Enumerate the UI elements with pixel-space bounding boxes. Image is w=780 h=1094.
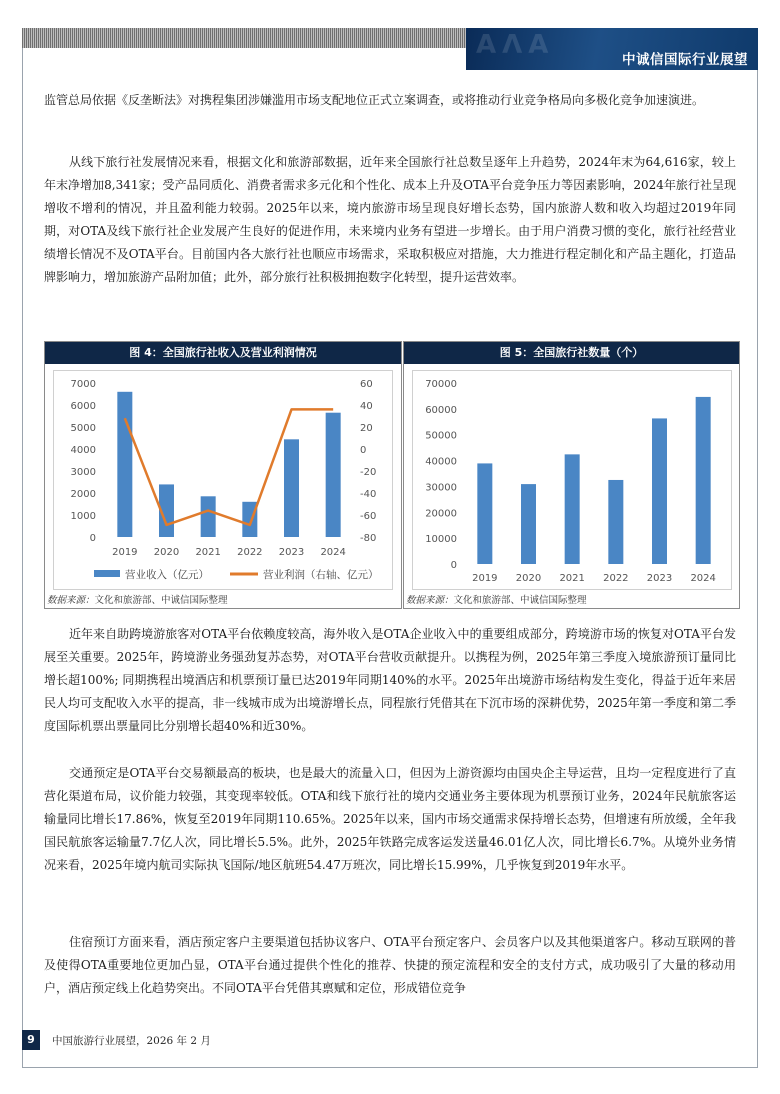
y-right-tick-label: -20	[360, 467, 377, 478]
figure-4-panel	[44, 341, 402, 609]
x-tick-label: 2021	[195, 547, 221, 558]
figure-5-source-text: 文化和旅游部、中诚信国际整理	[453, 595, 587, 606]
x-tick-label: 2023	[278, 547, 305, 558]
legend-revenue-swatch	[94, 570, 120, 577]
legend-revenue-label: 营业收入（亿元）	[125, 569, 209, 581]
x-tick-label: 2019	[472, 573, 498, 584]
revenue-bar	[284, 439, 299, 537]
header-banner	[466, 28, 758, 70]
figure-5-title: 图 5：全国旅行社数量（个）	[404, 342, 739, 364]
y-left-tick-label: 5000	[70, 423, 96, 434]
y-right-tick-label: 0	[360, 445, 367, 456]
revenue-bar	[201, 496, 216, 537]
figure-5-chart-area	[412, 370, 732, 590]
agency-count-bar	[652, 418, 667, 564]
x-tick-label: 2021	[559, 573, 585, 584]
x-tick-label: 2024	[690, 573, 716, 584]
x-tick-label: 2020	[153, 547, 180, 558]
page-number: 9	[22, 1030, 40, 1050]
figure-4-title: 图 4：全国旅行社收入及营业利润情况	[45, 342, 401, 364]
y-left-tick-label: 1000	[70, 511, 96, 522]
x-tick-label: 2023	[646, 573, 673, 584]
legend-profit-label: 营业利润（右轴、亿元）	[263, 569, 379, 581]
figure-4-source	[47, 592, 228, 606]
y-tick-label: 60000	[425, 404, 457, 416]
y-right-tick-label: -40	[360, 489, 377, 500]
y-tick-label: 20000	[425, 508, 457, 520]
agency-count-bar	[608, 480, 623, 564]
x-tick-label: 2022	[603, 573, 629, 584]
report-series-title: 中诚信国际行业展望	[622, 52, 748, 68]
banner-decoration: ΑΛΑ	[476, 30, 555, 60]
y-left-tick-label: 3000	[70, 467, 96, 478]
revenue-bar	[326, 413, 341, 537]
y-tick-label: 70000	[425, 379, 457, 390]
figure-5-panel	[403, 341, 740, 609]
y-tick-label: 50000	[425, 430, 457, 442]
y-left-tick-label: 4000	[70, 445, 96, 456]
footer-publication: 中国旅游行业展望，2026 年 2 月	[52, 1035, 211, 1047]
y-tick-label: 30000	[425, 482, 457, 494]
figure-4-source-text: 文化和旅游部、中诚信国际整理	[94, 595, 228, 606]
y-left-tick-label: 0	[89, 533, 96, 544]
paragraph-cross-border: 近年来自助跨境游旅客对OTA平台依赖度较高，海外收入是OTA企业收入中的重要组成部分，跨境游市场的恢复对OTA平台发展至关重要。2025年，跨境游业务强劲复苏态势，对OTA平台营收贡献提升。以携程为例，2025年第三季度入境旅游预订量同比增长超100%; 同期携程出境酒店和机票预订量已达2019年同期140%的水平。2025年出境游市场结构发生变化，得益于近年来居民人均可支配收入水平的提高，非一线城市成为出境游增长点，同程旅行凭借其在下沉市场的深耕优势，2025年第一季度和第二季度国际机票出票量同比分别增长超40%和近30%。	[44, 627, 736, 733]
agency-count-bar	[477, 463, 492, 564]
figure-5-chart	[413, 371, 733, 591]
y-right-tick-label: -80	[360, 533, 377, 544]
figure-5-source	[406, 592, 587, 606]
figure-4-chart-area	[53, 370, 393, 590]
y-tick-label: 0	[450, 560, 457, 571]
paragraph-transport: 交通预定是OTA平台交易额最高的板块，也是最大的流量入口，但因为上游资源均由国央企主导运营，且均一定程度进行了直营化渠道布局，议价能力较强，其变现率较低。OTA和线下旅行社的境内交通业务主要体现为机票预订业务，2024年民航旅客运输量同比增长17.86%，恢复至2019年同期110.65%。2025年以来，国内市场交通需求保持增长态势，但增速有所放缓，全年我国民航旅客运输量7.7亿人次，同比增长5.5%。此外，2025年铁路完成客运发送量46.01亿人次，同比增长6.7%。从境外业务情况来看，2025年境内航司实际执飞国际/地区航班54.47万班次，同比增长15.99%，几乎恢复到2019年水平。	[44, 766, 736, 872]
agency-count-bar	[696, 397, 711, 564]
y-left-tick-label: 6000	[70, 401, 96, 412]
figure-4-chart	[54, 371, 394, 591]
x-tick-label: 2019	[112, 547, 138, 558]
y-left-tick-label: 7000	[70, 379, 96, 390]
y-tick-label: 10000	[425, 534, 457, 546]
y-right-tick-label: 40	[360, 401, 373, 412]
y-right-tick-label: 60	[360, 379, 373, 390]
paragraph-antitrust: 监管总局依据《反垄断法》对携程集团涉嫌滥用市场支配地位正式立案调查，或将推动行业竞争格局向多极化竞争加速演进。	[44, 93, 705, 107]
figure-5-source-label: 数据来源：	[406, 595, 454, 606]
profit-line	[125, 409, 333, 525]
y-right-tick-label: -60	[360, 511, 377, 522]
agency-count-bar	[521, 484, 536, 564]
figure-4-source-label: 数据来源：	[47, 595, 95, 606]
y-left-tick-label: 2000	[70, 489, 96, 500]
x-tick-label: 2022	[237, 547, 263, 558]
x-tick-label: 2020	[515, 573, 542, 584]
paragraph-travel-agencies: 从线下旅行社发展情况来看，根据文化和旅游部数据，近年来全国旅行社总数呈逐年上升趋势，2024年末为64,616家，较上年末净增加8,341家；受产品同质化、消费者需求多元化和个性化、成本上升及OTA平台竞争压力等因素影响，2024年旅行社呈现增收不增利的情况，并且盈利能力较弱。2025年以来，境内旅游市场呈现良好增长态势，国内旅游人数和收入均超过2019年同期，对OTA及线下旅行社企业发展产生良好的促进作用，未来境内业务有望进一步增长。由于用户消费习惯的变化，旅行社经营业绩增长情况不及OTA平台。目前国内各大旅行社也顺应市场需求，采取积极应对措施，大力推进行程定制化和产品主题化，打造品牌影响力，增加旅游产品附加值；此外，部分旅行社积极拥抱数字化转型，提升运营效率。	[44, 155, 736, 284]
y-tick-label: 40000	[425, 456, 457, 468]
header-stripe	[22, 28, 466, 48]
y-right-tick-label: 20	[360, 423, 373, 434]
x-tick-label: 2024	[320, 547, 346, 558]
agency-count-bar	[565, 454, 580, 564]
revenue-bar	[117, 392, 132, 537]
paragraph-accommodation: 住宿预订方面来看，酒店预定客户主要渠道包括协议客户、OTA平台预定客户、会员客户以及其他渠道客户。移动互联网的普及使得OTA重要地位更加凸显，OTA平台通过提供个性化的推荐、快捷的预定流程和安全的支付方式，成功吸引了大量的移动用户，酒店预定线上化趋势突出。不同OTA平台凭借其禀赋和定位，形成错位竞争	[44, 935, 736, 995]
